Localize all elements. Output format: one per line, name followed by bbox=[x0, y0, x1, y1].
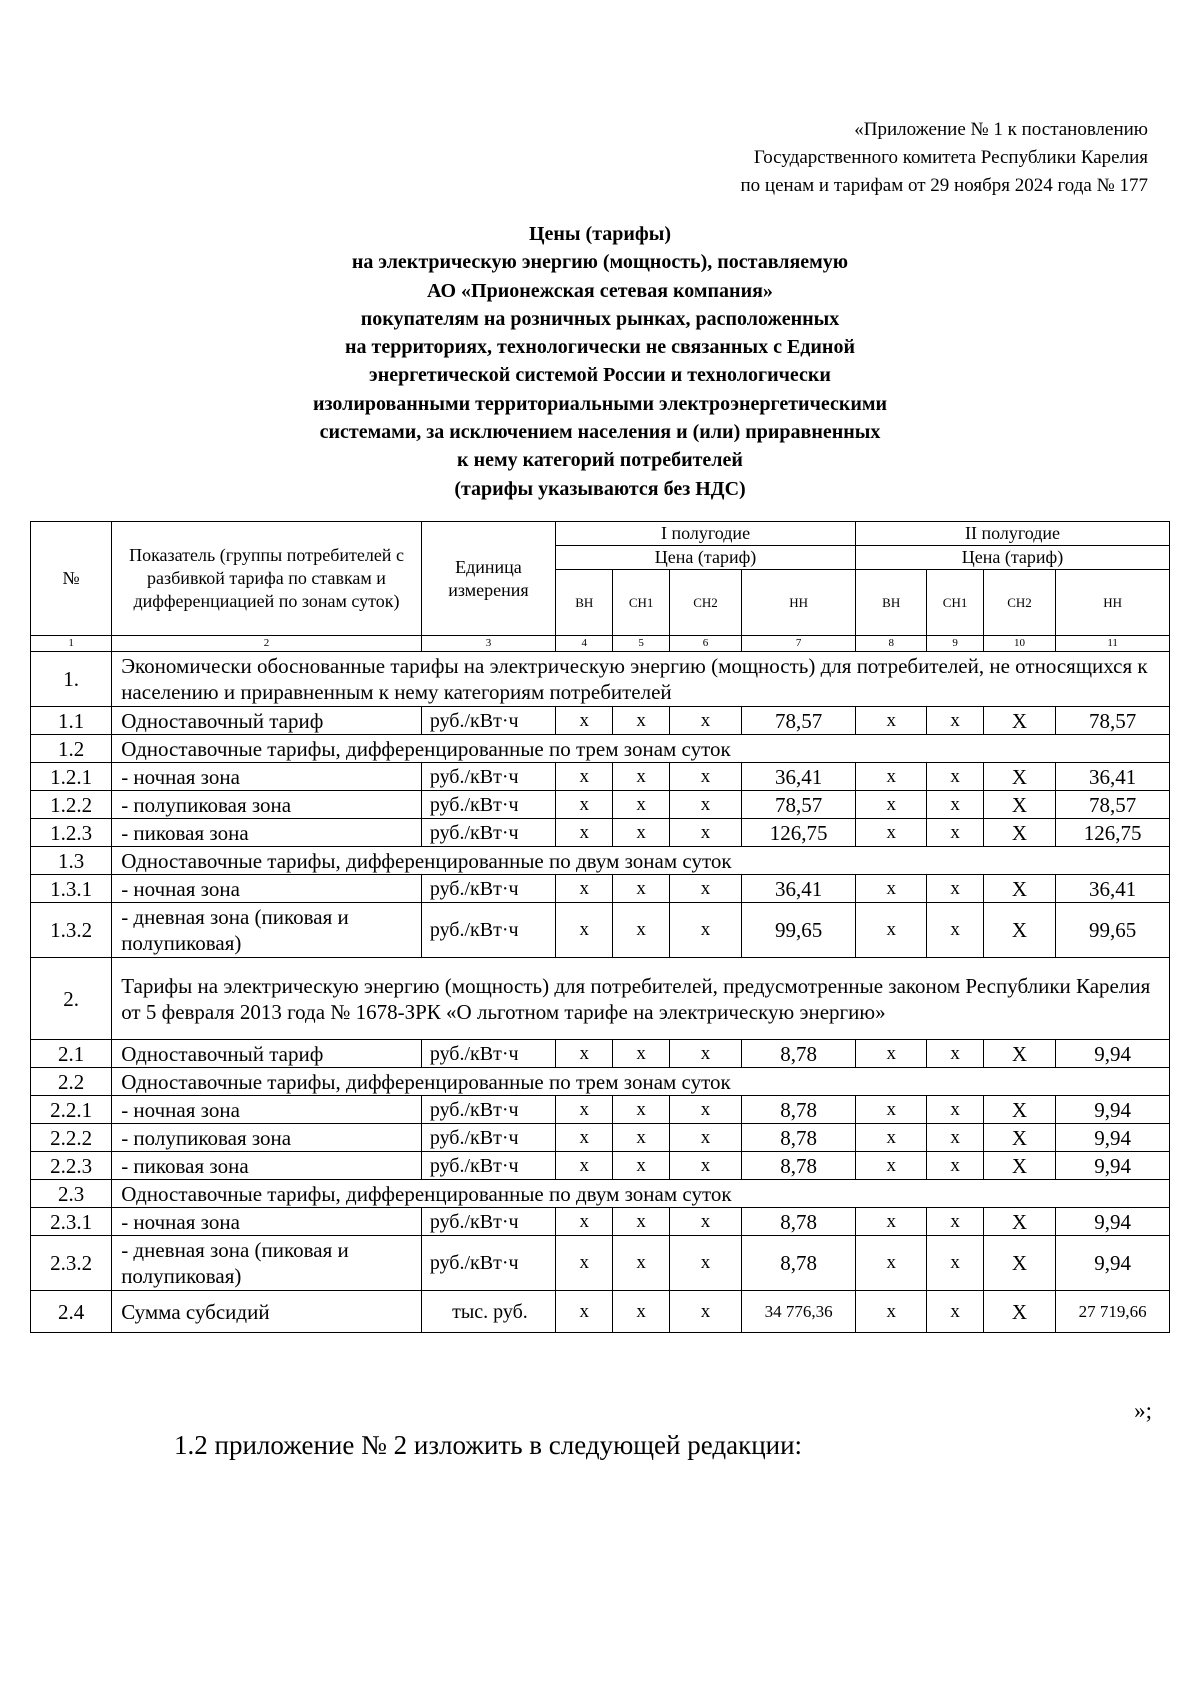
cell-nn-1: 8,78 bbox=[742, 1236, 856, 1291]
cell-vn-2: х bbox=[855, 1208, 926, 1236]
row-unit: тыс. руб. bbox=[421, 1291, 555, 1333]
cell-sn2-2: Х bbox=[983, 1152, 1056, 1180]
cell-nn-2: 99,65 bbox=[1056, 903, 1170, 958]
row-unit: руб./кВт·ч bbox=[421, 707, 555, 735]
title-line: на электрическую энергию (мощность), поставляемую bbox=[351, 251, 849, 274]
column-number: 7 bbox=[742, 636, 856, 652]
cell-nn-1: 8,78 bbox=[742, 1040, 856, 1068]
cell-sn1-1: х bbox=[613, 791, 669, 819]
header-level: ВН bbox=[855, 570, 926, 636]
header-half-1: I полугодие bbox=[556, 522, 856, 546]
tariff-table bbox=[30, 521, 1170, 1333]
column-number: 4 bbox=[556, 636, 613, 652]
cell-sn2-1: х bbox=[669, 819, 742, 847]
column-number: 8 bbox=[855, 636, 926, 652]
section-number: 1. bbox=[31, 652, 112, 707]
row-unit: руб./кВт·ч bbox=[421, 1040, 555, 1068]
cell-sn1-2: х bbox=[927, 903, 983, 958]
table-row bbox=[31, 1208, 1170, 1236]
cell-sn1-1: х bbox=[613, 875, 669, 903]
title-line: на территориях, технологически не связанных с Единой bbox=[345, 336, 855, 359]
cell-sn1-2: х bbox=[927, 1291, 983, 1333]
header-level: СН2 bbox=[983, 570, 1056, 636]
cell-sn2-2: Х bbox=[983, 1096, 1056, 1124]
table-row bbox=[31, 903, 1170, 958]
row-unit: руб./кВт·ч bbox=[421, 875, 555, 903]
row-unit: руб./кВт·ч bbox=[421, 1152, 555, 1180]
row-name: Сумма субсидий bbox=[112, 1291, 422, 1333]
subheader-row bbox=[31, 847, 1170, 875]
cell-sn1-1: х bbox=[613, 1040, 669, 1068]
row-number: 2.3.1 bbox=[31, 1208, 112, 1236]
header-level: СН1 bbox=[927, 570, 983, 636]
cell-sn2-1: х bbox=[669, 903, 742, 958]
title-line: к нему категорий потребителей bbox=[457, 449, 743, 472]
cell-sn2-2: Х bbox=[983, 1040, 1056, 1068]
title-line: энергетической системой России и технологически bbox=[369, 364, 831, 387]
row-number: 2.2.2 bbox=[31, 1124, 112, 1152]
row-name: - ночная зона bbox=[112, 1096, 422, 1124]
row-number: 2.4 bbox=[31, 1291, 112, 1333]
cell-sn2-1: х bbox=[669, 791, 742, 819]
row-name: - дневная зона (пиковая и полупиковая) bbox=[112, 1236, 422, 1291]
subheader-title: Одноставочные тарифы, дифференцированные по двум зонам суток bbox=[112, 1180, 1170, 1208]
cell-vn-1: х bbox=[556, 1124, 613, 1152]
row-number: 1.2.2 bbox=[31, 791, 112, 819]
cell-nn-1: 8,78 bbox=[742, 1208, 856, 1236]
row-number: 1.3.2 bbox=[31, 903, 112, 958]
header-level: СН2 bbox=[669, 570, 742, 636]
cell-sn2-2: Х bbox=[983, 791, 1056, 819]
row-name: - пиковая зона bbox=[112, 1152, 422, 1180]
row-unit: руб./кВт·ч bbox=[421, 1236, 555, 1291]
title-line: Цены (тарифы) bbox=[528, 223, 672, 245]
subheader-row bbox=[31, 1180, 1170, 1208]
cell-sn1-2: х bbox=[927, 1040, 983, 1068]
cell-vn-1: х bbox=[556, 791, 613, 819]
row-name: - дневная зона (пиковая и полупиковая) bbox=[112, 903, 422, 958]
subheader-title: Одноставочные тарифы, дифференцированные по двум зонам суток bbox=[112, 847, 1170, 875]
cell-sn1-1: х bbox=[613, 763, 669, 791]
cell-sn1-1: х bbox=[613, 707, 669, 735]
cell-nn-1: 36,41 bbox=[742, 875, 856, 903]
cell-nn-1: 34 776,36 bbox=[742, 1291, 856, 1333]
cell-vn-2: х bbox=[855, 903, 926, 958]
cell-vn-2: х bbox=[855, 1291, 926, 1333]
section-title: Тарифы на электрическую энергию (мощность) для потребителей, предусмотренные законом Республики Карелия от 5 февраля 2013 года № 1678-ЗРК «О льготном тарифе на электрическую энергию» bbox=[112, 958, 1170, 1040]
column-number: 9 bbox=[927, 636, 983, 652]
title-line: изолированными территориальными электроэнергетическими bbox=[312, 392, 888, 415]
cell-vn-1: х bbox=[556, 903, 613, 958]
cell-nn-2: 9,94 bbox=[1056, 1208, 1170, 1236]
header-note-line: «Приложение № 1 к постановлению bbox=[854, 119, 1148, 140]
title-line: (тарифы указываются без НДС) bbox=[454, 477, 746, 500]
document-title bbox=[0, 220, 1200, 503]
cell-sn2-1: х bbox=[669, 875, 742, 903]
header-half-2: II полугодие bbox=[855, 522, 1169, 546]
table-row bbox=[31, 1291, 1170, 1333]
cell-nn-2: 9,94 bbox=[1056, 1236, 1170, 1291]
cell-sn2-2: Х bbox=[983, 1236, 1056, 1291]
section-row bbox=[31, 958, 1170, 1040]
cell-sn1-1: х bbox=[613, 1208, 669, 1236]
header-unit: Единица измерения bbox=[421, 522, 555, 636]
cell-sn1-1: х bbox=[613, 1096, 669, 1124]
cell-nn-2: 126,75 bbox=[1056, 819, 1170, 847]
cell-nn-2: 36,41 bbox=[1056, 875, 1170, 903]
cell-sn1-2: х bbox=[927, 1236, 983, 1291]
cell-sn2-1: х bbox=[669, 763, 742, 791]
table-header-row bbox=[31, 522, 1170, 546]
cell-nn-1: 36,41 bbox=[742, 763, 856, 791]
column-number: 6 bbox=[669, 636, 742, 652]
cell-sn2-2: Х bbox=[983, 875, 1056, 903]
section-number: 2. bbox=[31, 958, 112, 1040]
header-no: № bbox=[31, 522, 112, 636]
section-row bbox=[31, 652, 1170, 707]
cell-sn1-2: х bbox=[927, 707, 983, 735]
cell-sn2-2: Х bbox=[983, 1124, 1056, 1152]
cell-vn-1: х bbox=[556, 1096, 613, 1124]
cell-sn2-1: х bbox=[669, 707, 742, 735]
cell-nn-2: 9,94 bbox=[1056, 1124, 1170, 1152]
table-row bbox=[31, 1124, 1170, 1152]
cell-vn-2: х bbox=[855, 875, 926, 903]
row-name: - пиковая зона bbox=[112, 819, 422, 847]
cell-sn2-2: Х bbox=[983, 1291, 1056, 1333]
title-line: АО «Прионежская сетевая компания» bbox=[427, 279, 773, 302]
cell-vn-2: х bbox=[855, 1040, 926, 1068]
cell-vn-1: х bbox=[556, 763, 613, 791]
table-row bbox=[31, 1236, 1170, 1291]
subheader-title: Одноставочные тарифы, дифференцированные по трем зонам суток bbox=[112, 735, 1170, 763]
row-name: - ночная зона bbox=[112, 875, 422, 903]
row-number: 2.1 bbox=[31, 1040, 112, 1068]
cell-sn1-2: х bbox=[927, 875, 983, 903]
cell-nn-2: 36,41 bbox=[1056, 763, 1170, 791]
cell-nn-2: 9,94 bbox=[1056, 1152, 1170, 1180]
table-row bbox=[31, 875, 1170, 903]
cell-sn2-2: Х bbox=[983, 819, 1056, 847]
table-row bbox=[31, 1152, 1170, 1180]
row-name: - полупиковая зона bbox=[112, 1124, 422, 1152]
cell-vn-1: х bbox=[556, 875, 613, 903]
cell-vn-1: х bbox=[556, 1291, 613, 1333]
row-name: Одноставочный тариф bbox=[112, 1040, 422, 1068]
column-number-row bbox=[31, 636, 1170, 652]
cell-sn1-2: х bbox=[927, 1124, 983, 1152]
title-line: системами, за исключением населения и (или) приравненных bbox=[319, 421, 881, 444]
row-number: 2.3 bbox=[31, 1180, 112, 1208]
cell-nn-1: 126,75 bbox=[742, 819, 856, 847]
cell-sn2-1: х bbox=[669, 1236, 742, 1291]
row-unit: руб./кВт·ч bbox=[421, 903, 555, 958]
column-number: 5 bbox=[613, 636, 669, 652]
next-item-text: 1.2 приложение № 2 изложить в следующей редакции: bbox=[174, 1430, 803, 1460]
row-name: - полупиковая зона bbox=[112, 791, 422, 819]
cell-sn2-2: Х bbox=[983, 707, 1056, 735]
cell-vn-1: х bbox=[556, 1236, 613, 1291]
table-row bbox=[31, 1040, 1170, 1068]
cell-vn-2: х bbox=[855, 791, 926, 819]
row-unit: руб./кВт·ч bbox=[421, 791, 555, 819]
title-line: покупателям на розничных рынках, расположенных bbox=[360, 307, 840, 330]
row-name: - ночная зона bbox=[112, 763, 422, 791]
cell-nn-1: 99,65 bbox=[742, 903, 856, 958]
row-number: 2.3.2 bbox=[31, 1236, 112, 1291]
header-indicator: Показатель (группы потребителей с разбивкой тарифа по ставкам и дифференциацией по зонам суток) bbox=[112, 522, 422, 636]
header-level: НН bbox=[1056, 570, 1170, 636]
cell-sn1-1: х bbox=[613, 1291, 669, 1333]
cell-sn1-2: х bbox=[927, 791, 983, 819]
cell-sn2-2: Х bbox=[983, 1208, 1056, 1236]
header-note bbox=[741, 116, 1148, 200]
table-row bbox=[31, 791, 1170, 819]
header-note-line: по ценам и тарифам от 29 ноября 2024 года № 177 bbox=[740, 175, 1148, 196]
header-note-line: Государственного комитета Республики Карелия bbox=[753, 147, 1148, 168]
subheader-row bbox=[31, 735, 1170, 763]
cell-vn-2: х bbox=[855, 819, 926, 847]
row-name: Одноставочный тариф bbox=[112, 707, 422, 735]
table-row bbox=[31, 707, 1170, 735]
cell-sn2-1: х bbox=[669, 1040, 742, 1068]
cell-vn-1: х bbox=[556, 707, 613, 735]
row-number: 1.2.3 bbox=[31, 819, 112, 847]
cell-nn-1: 8,78 bbox=[742, 1096, 856, 1124]
cell-nn-2: 27 719,66 bbox=[1056, 1291, 1170, 1333]
table-row bbox=[31, 1096, 1170, 1124]
table-row bbox=[31, 819, 1170, 847]
row-number: 2.2 bbox=[31, 1068, 112, 1096]
row-unit: руб./кВт·ч bbox=[421, 1096, 555, 1124]
cell-nn-1: 78,57 bbox=[742, 707, 856, 735]
cell-nn-2: 9,94 bbox=[1056, 1040, 1170, 1068]
row-number: 1.2.1 bbox=[31, 763, 112, 791]
cell-vn-2: х bbox=[855, 707, 926, 735]
header-price-1: Цена (тариф) bbox=[556, 546, 856, 570]
row-number: 1.1 bbox=[31, 707, 112, 735]
cell-sn1-2: х bbox=[927, 763, 983, 791]
header-level: ВН bbox=[556, 570, 613, 636]
cell-nn-2: 78,57 bbox=[1056, 791, 1170, 819]
row-unit: руб./кВт·ч bbox=[421, 1124, 555, 1152]
cell-sn1-1: х bbox=[613, 1152, 669, 1180]
cell-sn2-1: х bbox=[669, 1208, 742, 1236]
row-name: - ночная зона bbox=[112, 1208, 422, 1236]
cell-sn1-1: х bbox=[613, 903, 669, 958]
row-unit: руб./кВт·ч bbox=[421, 1208, 555, 1236]
table-row bbox=[31, 763, 1170, 791]
cell-sn1-1: х bbox=[613, 819, 669, 847]
row-number: 1.3 bbox=[31, 847, 112, 875]
cell-sn2-1: х bbox=[669, 1152, 742, 1180]
cell-nn-1: 78,57 bbox=[742, 791, 856, 819]
cell-sn1-2: х bbox=[927, 1152, 983, 1180]
column-number: 1 bbox=[31, 636, 112, 652]
row-unit: руб./кВт·ч bbox=[421, 819, 555, 847]
cell-vn-2: х bbox=[855, 1096, 926, 1124]
section-title: Экономически обоснованные тарифы на электрическую энергию (мощность) для потребителей, не относящихся к населению и приравненным к нему категориям потребителей bbox=[112, 652, 1170, 707]
cell-vn-2: х bbox=[855, 1152, 926, 1180]
column-number: 2 bbox=[112, 636, 422, 652]
subheader-title: Одноставочные тарифы, дифференцированные по трем зонам суток bbox=[112, 1068, 1170, 1096]
header-level: НН bbox=[742, 570, 856, 636]
cell-sn1-1: х bbox=[613, 1236, 669, 1291]
cell-vn-1: х bbox=[556, 1152, 613, 1180]
cell-vn-1: х bbox=[556, 819, 613, 847]
header-level: СН1 bbox=[613, 570, 669, 636]
row-number: 1.3.1 bbox=[31, 875, 112, 903]
row-number: 2.2.3 bbox=[31, 1152, 112, 1180]
column-number: 11 bbox=[1056, 636, 1170, 652]
cell-sn2-1: х bbox=[669, 1291, 742, 1333]
cell-vn-2: х bbox=[855, 763, 926, 791]
cell-vn-2: х bbox=[855, 1124, 926, 1152]
closing-quote: »; bbox=[1134, 1398, 1152, 1423]
cell-vn-1: х bbox=[556, 1208, 613, 1236]
column-number: 3 bbox=[421, 636, 555, 652]
row-number: 2.2.1 bbox=[31, 1096, 112, 1124]
row-unit: руб./кВт·ч bbox=[421, 763, 555, 791]
cell-sn2-2: Х bbox=[983, 903, 1056, 958]
cell-sn1-1: х bbox=[613, 1124, 669, 1152]
header-price-2: Цена (тариф) bbox=[855, 546, 1169, 570]
row-number: 1.2 bbox=[31, 735, 112, 763]
cell-sn1-2: х bbox=[927, 819, 983, 847]
cell-sn2-1: х bbox=[669, 1124, 742, 1152]
cell-vn-2: х bbox=[855, 1236, 926, 1291]
subheader-row bbox=[31, 1068, 1170, 1096]
cell-nn-1: 8,78 bbox=[742, 1124, 856, 1152]
column-number: 10 bbox=[983, 636, 1056, 652]
cell-sn1-2: х bbox=[927, 1096, 983, 1124]
cell-vn-1: х bbox=[556, 1040, 613, 1068]
cell-nn-2: 9,94 bbox=[1056, 1096, 1170, 1124]
cell-sn1-2: х bbox=[927, 1208, 983, 1236]
cell-nn-2: 78,57 bbox=[1056, 707, 1170, 735]
cell-sn2-2: Х bbox=[983, 763, 1056, 791]
cell-nn-1: 8,78 bbox=[742, 1152, 856, 1180]
cell-sn2-1: х bbox=[669, 1096, 742, 1124]
